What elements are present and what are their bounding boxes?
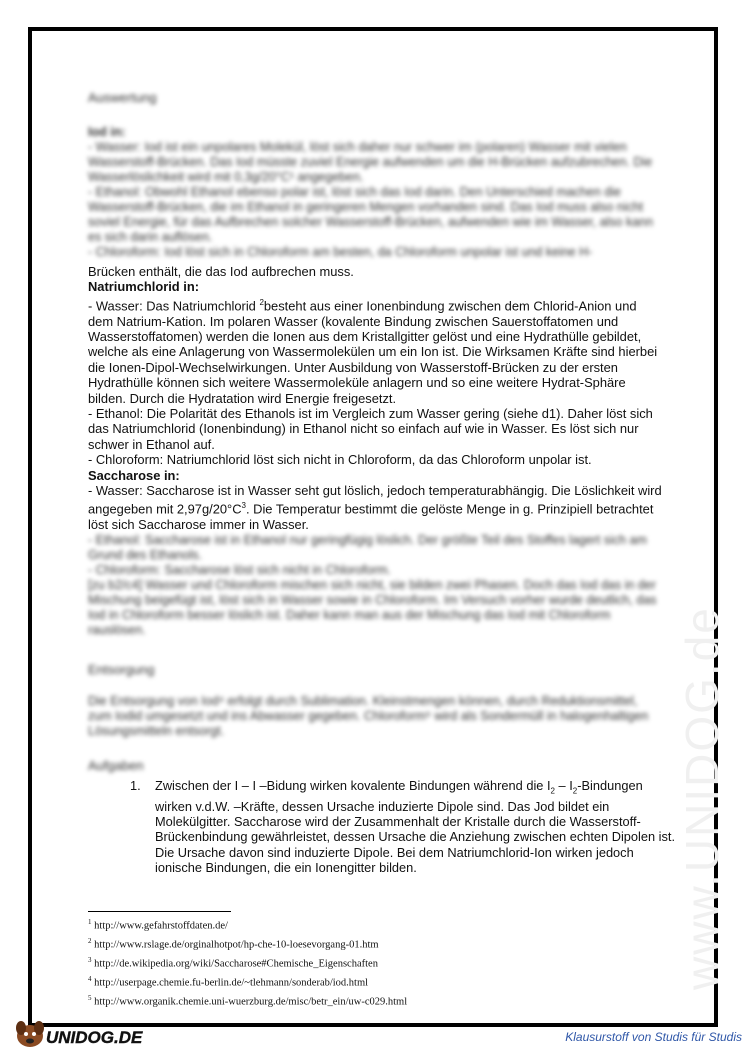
natrium-wasser: - Wasser: Das Natriumchlorid $^2$besteht aus einer Ionenbindung zwischen dem Chlorid-Anion und dem Natrium-Kation. Im polaren Wasser (kovalente Bindung zwischen Sauerstoffatomen und Wasserstoffatomen) werden die Ionen aus dem Kristallgitter gelöst und eine Hydrathülle gebildet, welche als eine Anlagerung von Wassermolekülen um ein Ion ist. Die Wirksamen Kräfte sind hierbei die Ionen-Dipol-Wechselwirkungen. Unter Ausbildung von Wasserstoff-Brücken zu der ersten Hydrathülle können sich weitere Wassermoleküle anlagern und so eine weitere Hydrat-Sphäre bilden. Durch die Hydratation wird Energie freigesetzt. [88, 297, 658, 406]
section-entsorgung-heading: Entsorgung [88, 662, 155, 677]
saccharose-chloroform: - Chloroform: Saccharose löst sich nicht in Chloroform. [88, 563, 391, 577]
tagline: Klausurstoff von Studis für Studis [565, 1030, 742, 1044]
footnote-2[interactable]: $^2$ http://www.rslage.de/orginalhotpot/hp-che-10-loesevorgang-01.htm [88, 937, 379, 951]
section-aufgaben-heading: Aufgaben [88, 758, 144, 773]
dog-icon [16, 1021, 44, 1047]
clear-section [88, 264, 663, 533]
iod-chloroform-end: Brücken enthält, die das Iod aufbrechen muss. [88, 264, 354, 279]
footnotes [88, 915, 407, 1010]
natrium-heading: Natriumchlorid in: [88, 279, 200, 295]
footnote-5[interactable]: $^5$ http://www.organik.chemie.uni-wuerzburg.de/misc/betr_ein/uw-c029.html [88, 994, 408, 1008]
natrium-chloroform: - Chloroform: Natriumchlorid löst sich nicht in Chloroform, da das Chloroform unpolar ist. [88, 452, 592, 468]
iod-section [88, 125, 663, 260]
footnote-3[interactable]: $^3$ http://de.wikipedia.org/wiki/Saccharose#Chemische_Eigenschaften [88, 956, 378, 970]
iod-heading: Iod in: [88, 125, 126, 139]
saccharose-blurred [88, 533, 663, 638]
watermark-text: www.UNIDOG.de [676, 606, 728, 990]
footnote-divider [88, 911, 231, 912]
entsorgung-text: Die Entsorgung von Iod⁴ erfolgt durch Sublimation. Kleinstmengen können, durch Reduktionsmittel, zum Iodid umgesetzt und ins Abwasser gegeben. Chloroform⁵ wird als Sondermüll in halogenhaltigen Lösungsmitteln entsorgt. [88, 694, 649, 738]
saccharose-zu: [zu b2/c4] Wasser und Chloroform mischen sich nicht, sie bilden zwei Phasen. Doch das Iod das in der Mischung beigefügt ist, löst sich in Wasser sowie in Chloroform. Im Versuch vorher wurde deutlich, das Iod in Chloroform besser löslich ist. Daher kann man aus der Mischung das Iod mit Chloroform rauslösen. [88, 578, 657, 637]
task-number: 1. [130, 778, 141, 793]
natrium-ethanol: - Ethanol: Die Polarität des Ethanols ist im Vergleich zum Wasser gering (siehe d1). Daher löst sich das Natriumchlorid (Ionenbindung) in Ethanol nicht so einfach auf wie in Wasser. Es löst sich nur schwer in Ethanol auf. [88, 405, 653, 452]
iod-wasser: - Wasser: Iod ist ein unpolares Molekül, löst sich daher nur schwer im (polaren) Wasser mit vielen Wasserstoff-Brücken. Das Iod müsste zuviel Energie aufwenden um die H-Brücken aufzubrechen. Die Wasserlöslichkeit wird mit 0,3g/20°C¹ angegeben. [88, 140, 653, 184]
footnote-4[interactable]: $^4$ http://userpage.chemie.fu-berlin.de/~tlehmann/sonderab/iod.html [88, 975, 369, 989]
task-text: Zwischen der I – I –Bidung wirken kovalente Bindungen während die $I_2$ – $I_2$-Bindungen wirken v.d.W. –Kräfte, dessen Ursache induzierte Dipole sind. Das Jod bildet ein Molekülgitter. Saccharose wird der Zusammenhalt der Kristalle durch die Wasserstoff-Brückenbindung gewährleistet, dessen Ursache die Anziehung zwischen echten Dipolen ist. Die Ursache davon sind induzierte Dipole. Bei dem Natriumchlorid-Ion wirken jedoch ionische Bindungen, die ein Ionengitter bilden. [155, 778, 676, 876]
saccharose-wasser: - Wasser: Saccharose ist in Wasser seht gut löslich, jedoch temperaturabhängig. Die Löslichkeit wird angegeben mit $2,97g/20^\circ C^3$. Die Temperatur bestimmt die gelöste Menge in g. Prinzipiell betrachtet löst sich Saccharose immer in Wasser. [88, 482, 662, 533]
iod-chloroform: - Chloroform: Iod löst sich in Chloroform am besten, da Chloroform unpolar ist und keine H- [88, 245, 593, 259]
iod-ethanol: - Ethanol: Obwohl Ethanol ebenso polar ist, löst sich das Iod darin. Den Unterschied machen die Wasserstoff-Brücken, die im Ethanol in geringeren Mengen vorhanden sind. Das Iod muss also nicht soviel Energie, für das Aufbrechen solcher Wasserstoff-Brücken, aufwenden wie im Wasser, also kann es sich darin auflösen. [88, 185, 654, 244]
saccharose-ethanol: - Ethanol: Saccharose ist in Ethanol nur geringfügig löslich. Der größte Teil des Stoffes lagert sich am Grund des Ethanols. [88, 533, 647, 562]
saccharose-heading: Saccharose in: [88, 467, 180, 483]
logo-text: UNIDOG.DE [46, 1028, 143, 1047]
section-auswertung-heading: Auswertung [88, 90, 157, 105]
footnote-1[interactable]: $^1$ http://www.gefahrstoffdaten.de/ [88, 918, 228, 932]
unidog-logo [8, 1012, 158, 1052]
task-list [130, 778, 680, 875]
